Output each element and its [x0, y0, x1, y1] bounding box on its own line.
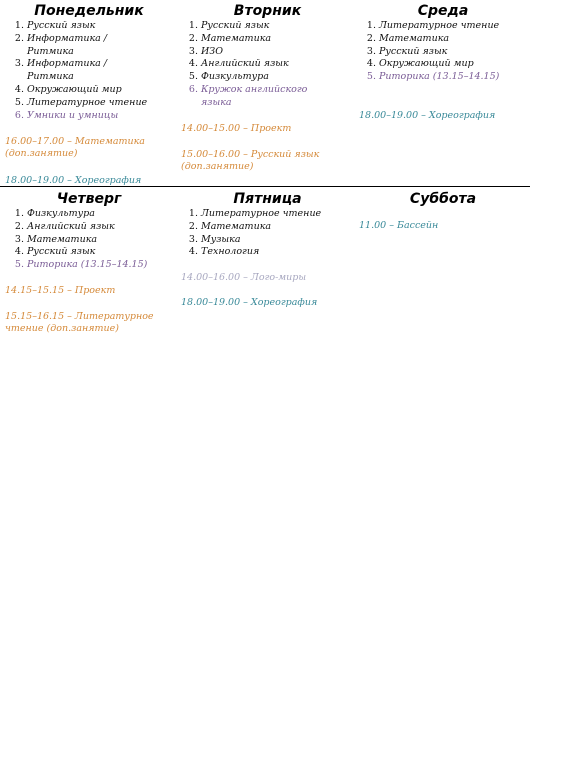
list-item: 2. Английский язык: [14, 220, 115, 232]
list-item: 5. Риторика (13.15–14.15): [14, 259, 148, 271]
saturday-extra-pool: 11.00 – Бассейн: [359, 220, 439, 231]
list-item: 3. Русский язык: [366, 45, 448, 57]
friday-column: [180, 190, 355, 259]
monday-lessons: [12, 20, 174, 122]
list-item: 3. ИЗО: [188, 45, 223, 57]
friday-extra-logo: 14.00–16.00 – Лого-миры: [181, 272, 307, 283]
friday-title: Пятница: [233, 191, 302, 207]
monday-title: Понедельник: [34, 3, 144, 19]
list-item: 4. Русский язык: [14, 246, 96, 258]
thursday-title: Четверг: [56, 191, 122, 207]
wednesday-title: Среда: [417, 3, 469, 19]
list-item: 2. Математика: [366, 32, 450, 44]
list-item: 2. Математика: [188, 220, 272, 232]
tuesday-column: [180, 2, 355, 110]
list-item: 6. Кружок английского языка: [188, 83, 308, 108]
thursday-column: [4, 190, 174, 272]
monday-column: [4, 2, 174, 122]
monday-extra-math: 16.00–17.00 – Математика (доп.занятие): [5, 136, 145, 159]
friday-extra-dance: 18.00–19.00 – Хореография: [181, 297, 318, 308]
thursday-lessons: [12, 208, 174, 272]
wednesday-extra-dance: 18.00–19.00 – Хореография: [359, 110, 496, 121]
section-divider: [0, 186, 530, 187]
thursday-extra-reading: 15.15–16.15 – Литературное чтение (доп.занятие): [5, 311, 154, 334]
list-item: 1. Физкультура: [14, 208, 95, 219]
list-item: 3. Математика: [14, 233, 98, 245]
list-item: 1. Русский язык: [14, 20, 96, 31]
list-item: 6. Умники и умницы: [14, 109, 119, 121]
tuesday-extra-project: 14.00–15.00 – Проект: [181, 123, 292, 134]
friday-lessons: [186, 208, 355, 259]
list-item: 4. Английский язык: [188, 58, 289, 70]
list-item: 1. Русский язык: [188, 20, 270, 31]
monday-extra-dance: 18.00–19.00 – Хореография: [5, 175, 142, 186]
list-item: 1. Литературное чтение: [366, 20, 500, 31]
thursday-extra-project: 14.15–15.15 – Проект: [5, 285, 116, 296]
list-item: 3. Информатика / Ритмика: [14, 58, 108, 83]
list-item: 4. Технология: [188, 246, 260, 258]
list-item: 1. Литературное чтение: [188, 208, 322, 219]
tuesday-title: Вторник: [233, 3, 302, 19]
tuesday-extra-russian: 15.00–16.00 – Русский язык (доп.занятие): [181, 149, 320, 172]
list-item: 5. Риторика (13.15–14.15): [366, 71, 500, 83]
list-item: 3. Музыка: [188, 233, 241, 245]
list-item: 4. Окружающий мир: [366, 58, 474, 70]
wednesday-column: [358, 2, 528, 84]
saturday-title: Суббота: [409, 191, 477, 207]
list-item: 2. Математика: [188, 32, 272, 44]
list-item: 5. Физкультура: [188, 71, 269, 83]
list-item: 2. Информатика / Ритмика: [14, 32, 108, 57]
wednesday-lessons: [364, 20, 528, 84]
list-item: 5. Литературное чтение: [14, 96, 148, 108]
tuesday-lessons: [186, 20, 355, 110]
list-item: 4. Окружающий мир: [14, 83, 122, 95]
saturday-column: [358, 190, 528, 208]
